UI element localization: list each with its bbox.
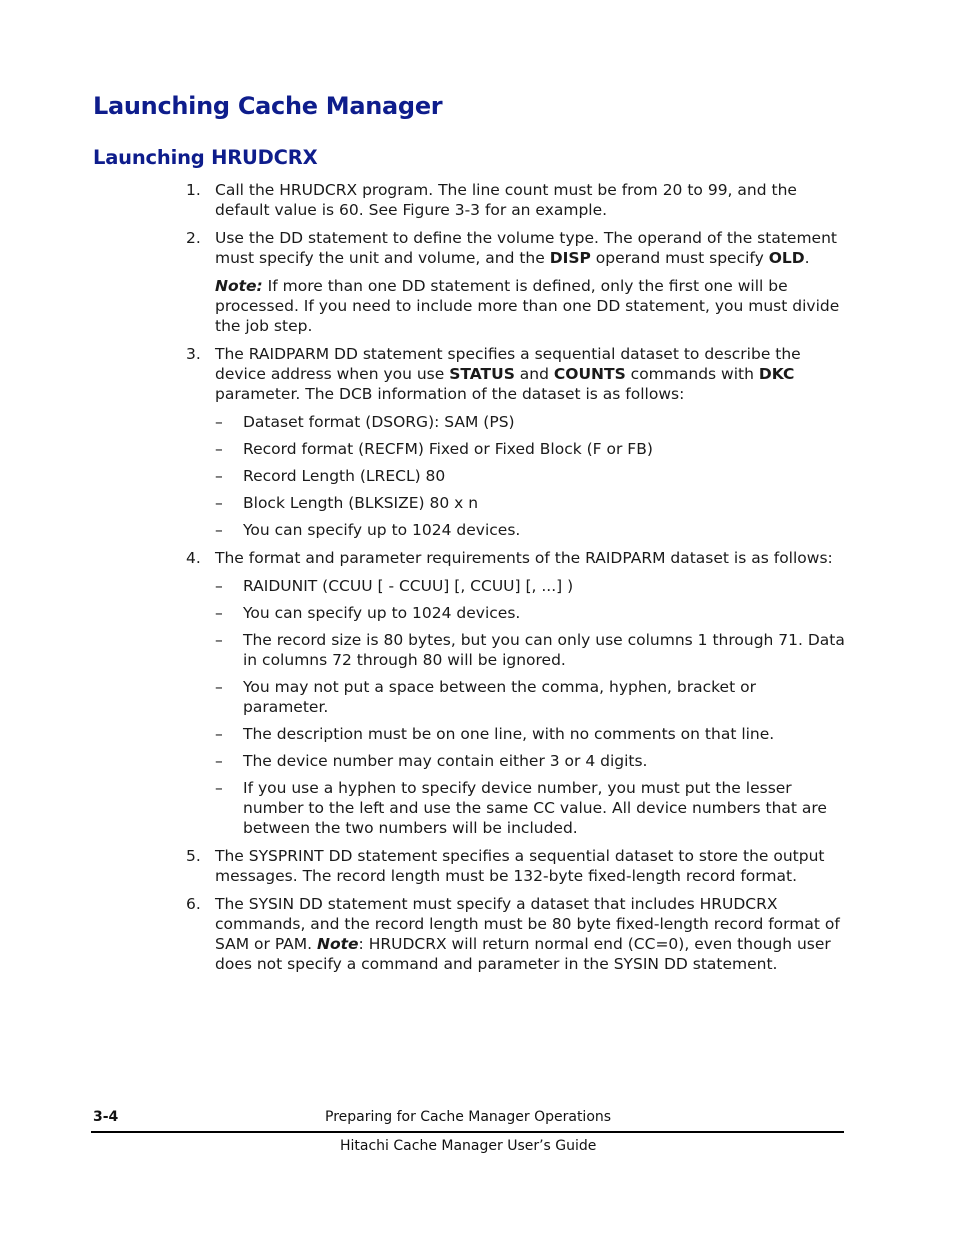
list-item bbox=[215, 493, 846, 513]
dash-bullet: – bbox=[215, 521, 223, 539]
steps-list bbox=[186, 180, 846, 982]
step-1 bbox=[186, 180, 846, 220]
dash-bullet: – bbox=[215, 604, 223, 622]
step-2 bbox=[186, 228, 846, 336]
list-item bbox=[215, 630, 846, 670]
dash-bullet: – bbox=[215, 440, 223, 458]
step-number: 6. bbox=[186, 895, 201, 913]
dash-bullet: – bbox=[215, 413, 223, 431]
note-paragraph bbox=[215, 276, 846, 336]
footer-rule bbox=[91, 1131, 844, 1133]
footer-guide-title: Hitachi Cache Manager User’s Guide bbox=[340, 1138, 597, 1154]
list-item-text: You may not put a space between the comma, hyphen, bracket or parameter. bbox=[243, 678, 756, 716]
step-4 bbox=[186, 548, 846, 838]
text-run: and bbox=[514, 365, 554, 383]
note-label: Note: bbox=[215, 277, 263, 295]
list-item-text: The record size is 80 bytes, but you can only use columns 1 through 71. Data in columns 72 through 80 will be ignored. bbox=[243, 631, 845, 669]
step-text bbox=[215, 228, 846, 268]
text-run: Use the DD statement to define the volume type. The operand of the statement must specify the unit and volume, and the bbox=[215, 229, 837, 267]
sub-list bbox=[215, 412, 846, 540]
dash-bullet: – bbox=[215, 779, 223, 797]
bold-term: DKC bbox=[758, 365, 795, 383]
list-item bbox=[215, 466, 846, 486]
list-item bbox=[215, 412, 846, 432]
step-3 bbox=[186, 344, 846, 540]
dash-bullet: – bbox=[215, 467, 223, 485]
text-run: operand must specify bbox=[590, 249, 769, 267]
text-run: commands with bbox=[625, 365, 759, 383]
list-item bbox=[215, 576, 846, 596]
list-item bbox=[215, 439, 846, 459]
step-text: The format and parameter requirements of the RAIDPARM dataset is as follows: bbox=[215, 549, 833, 567]
text-run: The RAIDPARM DD statement specifies a sequential dataset to describe the device address when you use bbox=[215, 345, 801, 383]
step-text: Call the HRUDCRX program. The line count must be from 20 to 99, and the default value is 60. See Figure 3-3 for an example. bbox=[215, 181, 797, 219]
list-item-text: Block Length (BLKSIZE) 80 x n bbox=[243, 494, 479, 512]
list-item bbox=[215, 520, 846, 540]
list-item bbox=[215, 751, 846, 771]
footer-chapter-title: Preparing for Cache Manager Operations bbox=[325, 1109, 612, 1125]
section-heading: Launching HRUDCRX bbox=[93, 146, 318, 169]
list-item-text: Dataset format (DSORG): SAM (PS) bbox=[243, 413, 515, 431]
step-number: 4. bbox=[186, 549, 201, 567]
list-item-text: Record Length (LRECL) 80 bbox=[243, 467, 446, 485]
text-run: The SYSIN DD statement must specify a dataset that includes HRUDCRX commands, and the record length must be 80 byte fixed-length record format of SAM or PAM. bbox=[215, 895, 840, 953]
bold-term: OLD bbox=[768, 249, 805, 267]
list-item bbox=[215, 778, 846, 838]
list-item-text: The description must be on one line, with no comments on that line. bbox=[243, 725, 775, 743]
list-item-text: You can specify up to 1024 devices. bbox=[243, 604, 521, 622]
note-label: Note bbox=[317, 935, 359, 953]
step-text: The SYSPRINT DD statement specifies a sequential dataset to store the output messages. The record length must be 132-byte fixed-length record format. bbox=[215, 847, 825, 885]
dash-bullet: – bbox=[215, 577, 223, 595]
bold-term: STATUS bbox=[449, 365, 515, 383]
text-run: parameter. The DCB information of the dataset is as follows: bbox=[215, 385, 685, 403]
step-number: 5. bbox=[186, 847, 201, 865]
dash-bullet: – bbox=[215, 678, 223, 696]
step-text bbox=[215, 344, 846, 404]
page-heading: Launching Cache Manager bbox=[93, 92, 443, 120]
list-item bbox=[215, 724, 846, 744]
step-number: 3. bbox=[186, 345, 201, 363]
dash-bullet: – bbox=[215, 631, 223, 649]
list-item-text: The device number may contain either 3 or 4 digits. bbox=[243, 752, 648, 770]
list-item-text: Record format (RECFM) Fixed or Fixed Block (F or FB) bbox=[243, 440, 653, 458]
step-number: 1. bbox=[186, 181, 201, 199]
step-5 bbox=[186, 846, 846, 886]
text-run: . bbox=[804, 249, 810, 267]
note-text: If more than one DD statement is defined, only the first one will be processed. If you need to include more than one DD statement, you must divide the job step. bbox=[215, 277, 840, 335]
list-item-text: RAIDUNIT (CCUU [ - CCUU] [, CCUU] [, ...] ) bbox=[243, 577, 574, 595]
step-6 bbox=[186, 894, 846, 974]
step-number: 2. bbox=[186, 229, 201, 247]
step-text bbox=[215, 894, 846, 974]
list-item bbox=[215, 603, 846, 623]
list-item bbox=[215, 677, 846, 717]
dash-bullet: – bbox=[215, 752, 223, 770]
dash-bullet: – bbox=[215, 494, 223, 512]
bold-term: DISP bbox=[549, 249, 591, 267]
sub-list bbox=[215, 576, 846, 838]
bold-term: COUNTS bbox=[553, 365, 626, 383]
list-item-text: You can specify up to 1024 devices. bbox=[243, 521, 521, 539]
footer-page-number: 3-4 bbox=[93, 1109, 119, 1125]
text-run: : HRUDCRX will return normal end (CC=0), even though user does not specify a command and parameter in the SYSIN DD statement. bbox=[215, 935, 831, 973]
dash-bullet: – bbox=[215, 725, 223, 743]
list-item-text: If you use a hyphen to specify device number, you must put the lesser number to the left and use the same CC value. All device numbers that are between the two numbers will be included. bbox=[243, 779, 827, 837]
